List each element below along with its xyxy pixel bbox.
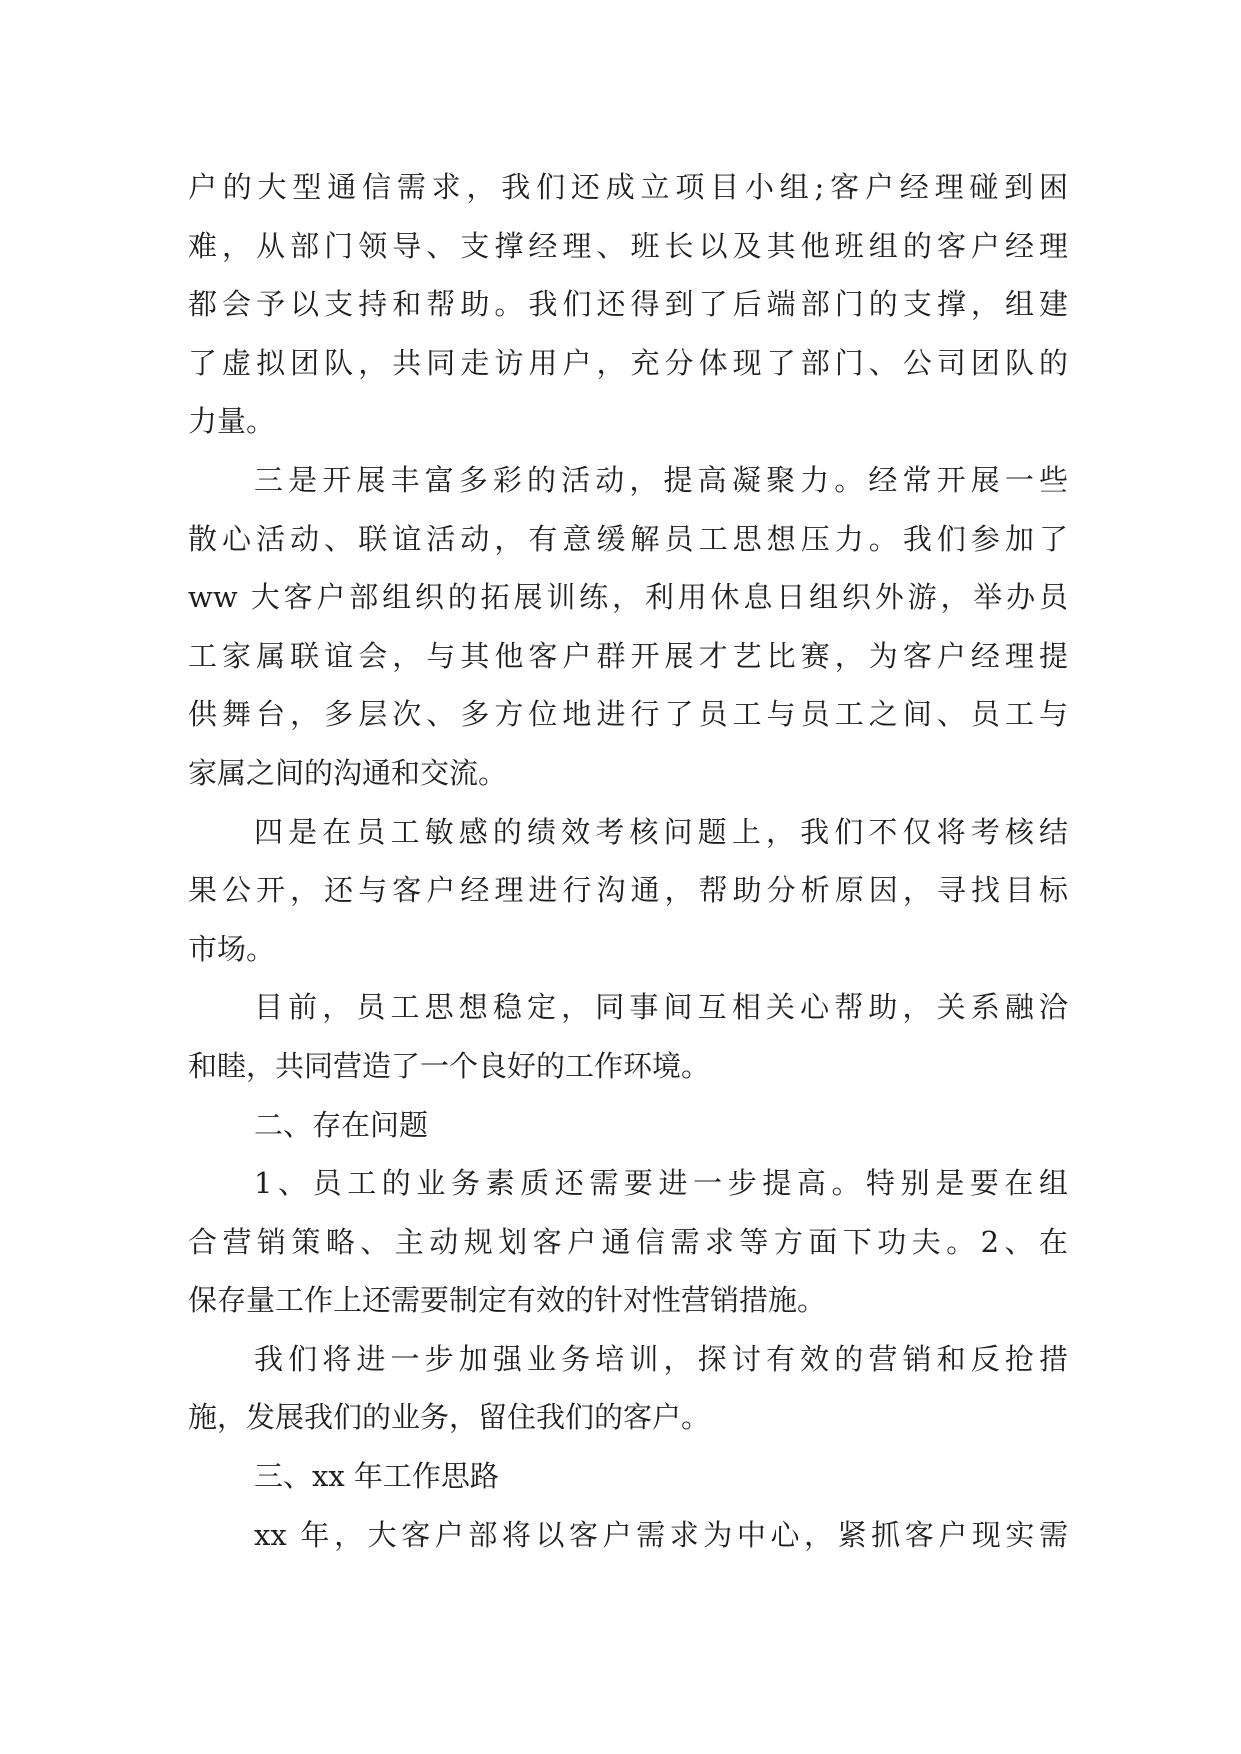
- text-line: xx 年，大客户部将以客户需求为中心，紧抓客户现实需: [254, 1517, 1068, 1552]
- text-line: 果公开，还与客户经理进行沟通，帮助分析原因，寻找目标: [188, 873, 1068, 908]
- text-line: 供舞台，多层次、多方位地进行了员工与员工之间、员工与: [188, 697, 1068, 732]
- text-line: 家属之间的沟通和交流。: [188, 755, 508, 790]
- text-line: 三是开展丰富多彩的活动，提高凝聚力。经常开展一些: [254, 462, 1068, 497]
- section-heading: 二、存在问题: [254, 1107, 429, 1142]
- text-line: 散心活动、联谊活动，有意缓解员工思想压力。我们参加了: [188, 521, 1068, 556]
- text-line: 和睦，共同营造了一个良好的工作环境。: [188, 1048, 711, 1083]
- text-line: 1、员工的业务素质还需要进一步提高。特别是要在组: [254, 1166, 1068, 1201]
- text-line: 户的大型通信需求，我们还成立项目小组;客户经理碰到困: [188, 170, 1068, 204]
- text-line: 了虚拟团队，共同走访用户，充分体现了部门、公司团队的: [188, 345, 1068, 380]
- text-line: 力量。: [188, 404, 276, 439]
- text-line: 合营销策略、主动规划客户通信需求等方面下功夫。2、在: [188, 1224, 1068, 1259]
- text-line: ww 大客户部组织的拓展训练，利用休息日组织外游，举办员: [188, 580, 1068, 615]
- document-body: [188, 158, 1068, 1564]
- text-line: 我们将进一步加强业务培训，探讨有效的营销和反抢措: [254, 1341, 1068, 1376]
- text-line: 保存量工作上还需要制定有效的针对性营销措施。: [188, 1283, 827, 1318]
- text-line: 市场。: [188, 931, 276, 966]
- text-line: 都会予以支持和帮助。我们还得到了后端部门的支撑，组建: [188, 287, 1068, 322]
- section-heading: 三、xx 年工作思路: [254, 1459, 499, 1494]
- text-line: 工家属联谊会，与其他客户群开展才艺比赛，为客户经理提: [188, 638, 1068, 673]
- text-line: 四是在员工敏感的绩效考核问题上，我们不仅将考核结: [254, 814, 1068, 849]
- text-line: 难，从部门领导、支撑经理、班长以及其他班组的客户经理: [188, 228, 1068, 263]
- text-line: 目前，员工思想稳定，同事间互相关心帮助，关系融洽: [254, 990, 1068, 1025]
- text-line: 施，发展我们的业务，留住我们的客户。: [188, 1400, 711, 1435]
